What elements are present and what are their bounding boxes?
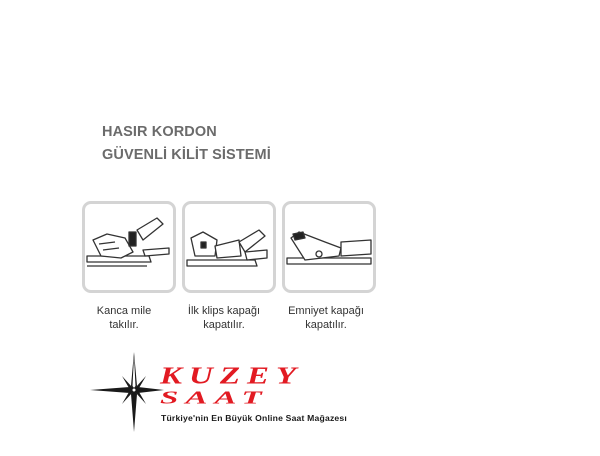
step-2-panel — [182, 201, 276, 293]
brand-name-line-2: SAAT — [160, 387, 269, 408]
step-1-caption-line-2: takılır. — [109, 318, 139, 331]
step-3-caption-line-1: Emniyet kapağı — [288, 305, 364, 317]
hook-attached-icon — [85, 204, 173, 290]
brand-tagline: Türkiye'nin En Büyük Online Saat Mağazesı — [161, 413, 347, 423]
step-1-caption — [69, 305, 179, 332]
step-2-caption-line-1: İlk klips kapağı — [187, 305, 261, 317]
step-3-caption-line-2: kapatılır. — [305, 318, 347, 331]
step-3-panel — [282, 201, 376, 293]
step-2-caption-line-2: kapatılır. — [203, 318, 245, 331]
heading-line-1: HASIR KORDON — [102, 124, 217, 140]
brand-name-line-1: KUZEY — [160, 363, 304, 390]
first-clip-closing-icon — [185, 204, 273, 290]
compass-star-icon — [88, 350, 164, 434]
step-1-caption-line-1: Kanca mile — [96, 305, 152, 317]
safety-cover-closing-icon — [285, 204, 373, 290]
step-1-panel — [82, 201, 176, 293]
step-3-caption — [271, 305, 381, 332]
heading-line-2: GÜVENLİ KİLİT SİSTEMİ — [102, 147, 271, 163]
step-2-caption — [169, 305, 279, 332]
